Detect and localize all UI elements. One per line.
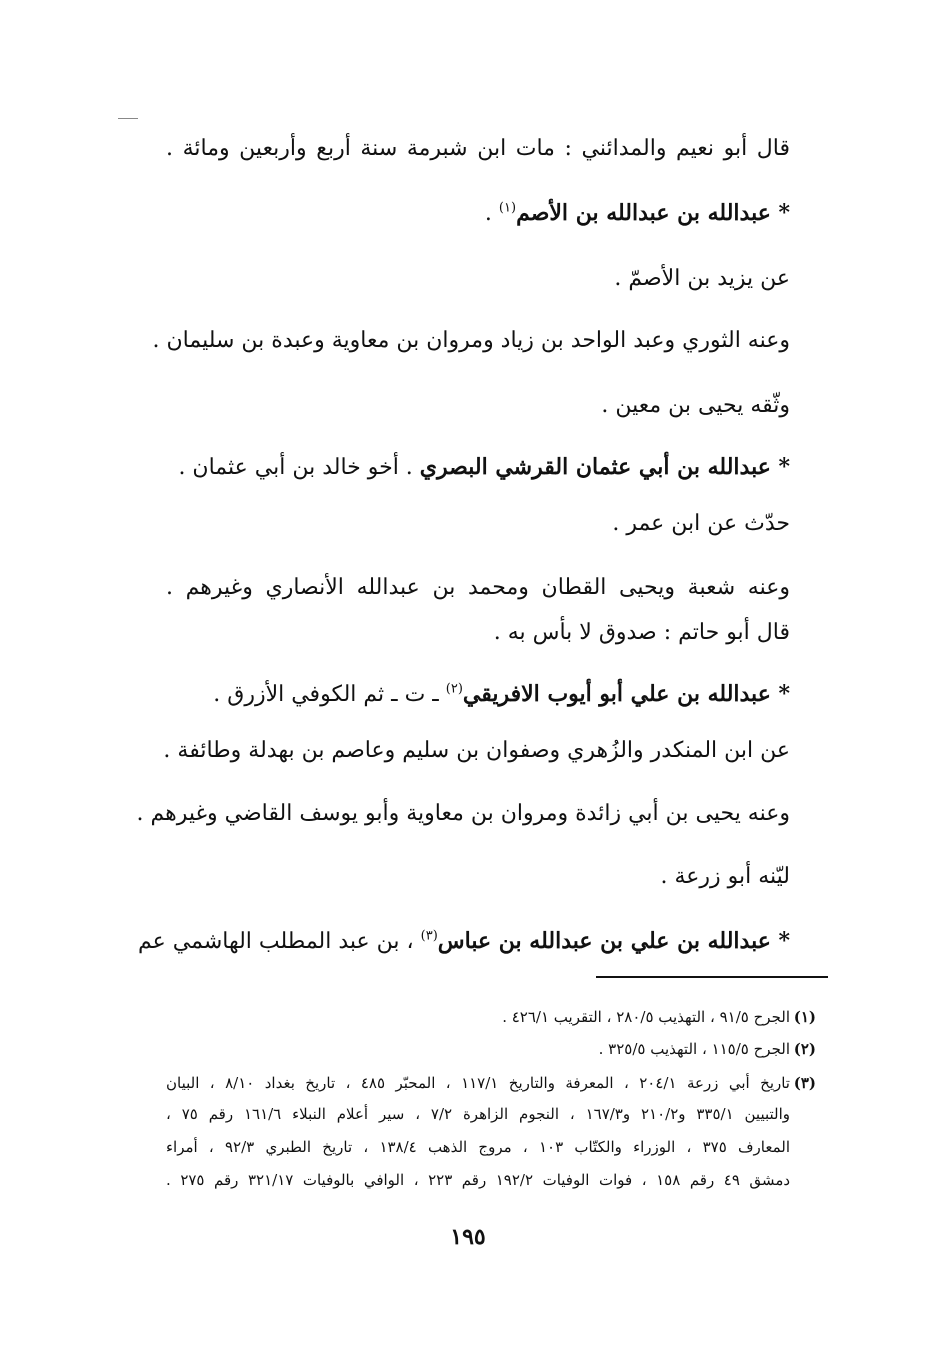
body-line-text: وعنه الثوري وعبد الواحد بن زياد ومروان بن معاوية وعبدة بن سليمان . [152, 328, 790, 353]
body-line-1 [166, 132, 790, 166]
body-line-text: قال أبو حاتم : صدوق لا بأس به . [493, 620, 790, 645]
body-line-text: . [484, 201, 499, 226]
body-line-text: ـ ت ـ ثم الكوفي الأزرق . [213, 682, 446, 707]
body-line-text: ، بن عبد المطلب الهاشمي عم [138, 929, 421, 954]
body-line-11 [163, 734, 790, 768]
footnote-divider [596, 976, 828, 978]
body-line-text: ليّنه أبو زرعة . [660, 864, 790, 889]
body-line-5 [601, 389, 790, 423]
stray-mark [118, 118, 138, 119]
footnote-2: الجرح ١١٥/٥ ، التهذيب ٣٢٥/٥ . [598, 1040, 790, 1058]
entry-name: * عبدالله بن علي أبو أيوب الافريقي [462, 681, 790, 707]
footnote-number: (٣) [793, 1074, 816, 1092]
body-line-13 [660, 860, 790, 894]
footnote-ref-2[interactable]: (٢) [445, 681, 463, 697]
footnote-3-line-4: دمشق ٤٩ رقم ١٥٨ ، فوات الوفيات ١٩٢/٢ رقم ٢٢٣ ، الوافي بالوفيات ٣٢١/١٧ رقم ٢٧٥ . [166, 1171, 791, 1189]
entry-name: * عبدالله بن أبي عثمان القرشي البصري [419, 454, 790, 480]
footnote-1: الجرح ٩١/٥ ، التهذيب ٢٨٠/٥ ، التقريب ٤٢٦/١ . [502, 1008, 790, 1026]
body-line-9 [494, 616, 790, 650]
body-line-text: عن ابن المنكدر والزُهري وصفوان بن سليم وعاصم بن بهدلة وطائفة . [163, 738, 790, 763]
body-line-8 [166, 571, 790, 605]
entry-name: * عبدالله بن علي بن عبدالله بن عباس [437, 928, 790, 954]
entry-heading-abdallah-ibn-ali-abu-ayyub [213, 677, 790, 711]
body-line-text: قال أبو نعيم والمدائني : مات ابن شبرمة سنة أربع وأربعين ومائة . [166, 136, 790, 161]
body-line-7 [612, 507, 790, 541]
body-line-text: عن يزيد بن الأصمّ . [614, 266, 790, 291]
footnote-ref-3[interactable]: (٣) [420, 928, 438, 944]
footnote-3-line-3: المعارف ٣٧٥ ، الوزراء والكتّاب ١٠٣ ، مروج الذهب ١٣٨/٤ ، تاريخ الطبري ٩٢/٣ ، أمراء [166, 1138, 790, 1156]
body-line-4 [152, 324, 790, 358]
body-line-text: . أخو خالد بن أبي عثمان . [178, 455, 420, 480]
entry-heading-abdallah-ibn-ali-ibn-abbas [138, 924, 790, 958]
footnote-3-line-1: تاريخ أبي زرعة ٢٠٤/١ ، المعرفة والتاريخ ١١٧/١ ، المحبّر ٤٨٥ ، تاريخ بغداد ٨/١٠ ، البيان [166, 1074, 790, 1092]
footnote-ref-1[interactable]: (١) [498, 200, 517, 216]
body-line-text: وثّقه يحيى بن معين . [601, 393, 790, 418]
body-line-text: وعنه شعبة ويحيى القطان ومحمد بن عبدالله الأنصاري وغيرهم . [166, 575, 790, 600]
body-line-text: وعنه يحيى بن أبي زائدة ومروان بن معاوية وأبو يوسف القاضي وغيرهم . [136, 801, 790, 826]
footnote-3-line-2: والتبيين ٣٣٥/١ و٢١٠/٢ و١٦٧/٣ ، النجوم الزاهرة ٧/٢ ، سير أعلام النبلاء ١٦١/٦ رقم ٧٥ ، [166, 1105, 791, 1123]
body-line-12 [136, 797, 790, 831]
footnote-number: (٢) [793, 1040, 816, 1058]
entry-heading-abdallah-ibn-abi-uthman [178, 450, 790, 484]
entry-name: * عبدالله بن عبدالله بن الأصم [516, 200, 790, 226]
body-line-3 [614, 262, 790, 296]
body-line-text: حدّث عن ابن عمر . [612, 511, 790, 536]
entry-heading-abdallah-al-asam [485, 196, 790, 230]
page-number: ١٩٥ [450, 1224, 486, 1250]
footnote-number: (١) [793, 1008, 816, 1026]
